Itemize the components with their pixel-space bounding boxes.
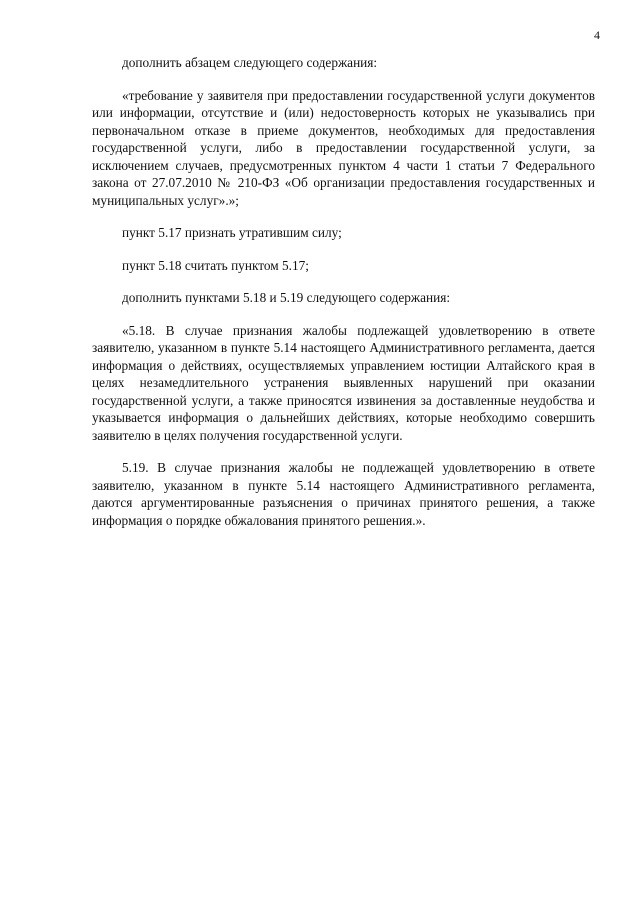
- paragraph-clause-5-18-renumber: пункт 5.18 считать пунктом 5.17;: [122, 257, 309, 273]
- paragraph-add-clauses: дополнить пунктами 5.18 и 5.19 следующего содержания:: [122, 290, 451, 305]
- paragraph-requirement-quote: «требование у заявителя при предоставлении государственной услуги документов или информации, отсутствие и (или) недостоверность которых не указывались при первоначальном отказе в приеме документов, необходимых для предоставления государственной услуги, либо в предоставлении государственной услуги, за исключением случаев, предусмотренных пунктом 4 части 1 статьи 7 Федерального закона от 27.07.2010 № 210-ФЗ «Об организации предоставления государственных и муниципальных услуг».»;: [92, 87, 595, 208]
- paragraph-clause-5-19: 5.19. В случае признания жалобы не подлежащей удовлетворению в ответе заявителю, указанном в пункте 5.14 настоящего Административного регламента, даются аргументированные разъяснения о причинах принятого решения, а также информация о порядке обжалования принятого решения.».: [92, 460, 595, 528]
- document-body: [92, 54, 595, 529]
- paragraph-intro-supplement: дополнить абзацем следующего содержания:: [122, 55, 378, 70]
- paragraph-clause-5-17-void: пункт 5.17 признать утратившим силу;: [122, 225, 342, 240]
- page-number: 4: [594, 28, 600, 42]
- paragraph-clause-5-18: «5.18. В случае признания жалобы подлежащей удовлетворению в ответе заявителю, указанном в пункте 5.14 настоящего Административного регламента, дается информация о действиях, осуществляемых управлением юстиции Алтайского края в целях незамедлительного устранения выявленных нарушений при оказании государственной услуги, а также приносятся извинения за доставленные неудобства и указывается информация о дальнейших действиях, которые необходимо совершить заявителю в целях получения государственной услуги.: [92, 322, 595, 443]
